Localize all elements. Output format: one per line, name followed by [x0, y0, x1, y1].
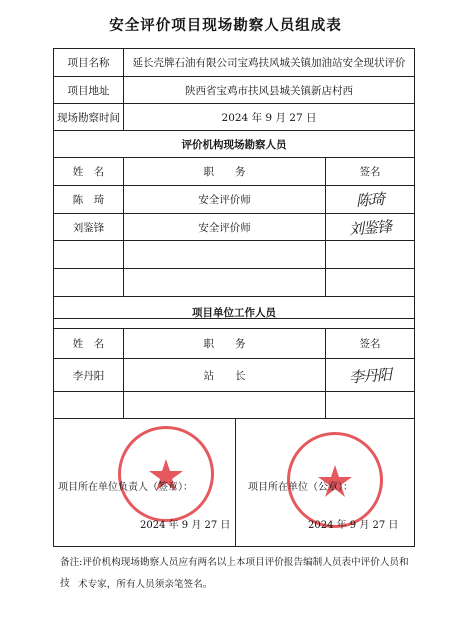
agency-col-name: 姓 名 [72, 166, 105, 178]
note-line-1: 备注:评价机构现场勘察人员应有两名以上本项目评价报告编制人员表中评价人员和技 [60, 557, 409, 589]
project-address-label: 项目地址 [67, 84, 110, 97]
project-name-label: 项目名称 [67, 57, 110, 69]
responsible-person-date: 2024 年 9 月 27 日 [140, 520, 231, 531]
agency-person-name: 陈 琦 [72, 194, 105, 206]
unit-header-row [54, 329, 414, 359]
agency-row [54, 214, 414, 241]
unit-empty-row [54, 392, 414, 419]
unit-col-name: 姓 名 [72, 338, 105, 350]
page-title: 安全评价项目现场勘察人员组成表 [109, 18, 342, 34]
unit-seal-label: 项目所在单位（公章）： [248, 482, 353, 493]
project-name-value: 延长壳牌石油有限公司宝鸡扶风城关镇加油站安全现状评价 [123, 49, 414, 76]
agency-row [54, 186, 414, 214]
unit-col-sign: 签名 [325, 329, 414, 358]
project-address-row [54, 77, 414, 104]
survey-date-value: 2024 年 9 月 27 日 [123, 104, 414, 130]
project-name-row [54, 49, 414, 77]
agency-header-row [54, 158, 414, 186]
agency-person-name: 刘鉴锋 [72, 221, 105, 234]
unit-person-position: 站 长 [123, 359, 325, 391]
signature-text: 李丹阳 [348, 365, 392, 386]
note-line-2: 术专家，所有人员须亲笔签名。 [78, 579, 213, 590]
unit-section-title: 项目单位工作人员 [192, 306, 276, 319]
agency-person-signature [325, 186, 414, 213]
unit-col-position: 职 务 [123, 329, 325, 358]
agency-person-signature [325, 214, 414, 240]
agency-col-position: 职 务 [123, 158, 325, 185]
unit-seal-date: 2024 年 9 月 27 日 [308, 520, 399, 531]
unit-person-signature [325, 359, 414, 391]
agency-empty-row [54, 241, 414, 269]
seal-left [118, 426, 214, 522]
responsible-person-label: 项目所在单位负责人（签章）： [58, 482, 193, 493]
agency-empty-row [54, 269, 414, 297]
survey-date-label: 现场勘察时间 [57, 111, 120, 124]
project-address-value: 陕西省宝鸡市扶风县城关镇新店村西 [123, 77, 414, 103]
signature-text: 陈琦 [355, 190, 385, 210]
agency-section-title: 评价机构现场勘察人员 [181, 138, 287, 151]
responsible-divider [235, 419, 236, 546]
survey-date-row [54, 104, 414, 131]
unit-row [54, 359, 414, 392]
unit-person-name: 李丹阳 [72, 369, 105, 382]
agency-person-position: 安全评价师 [123, 186, 325, 213]
signature-text: 刘鉴锋 [348, 217, 392, 238]
agency-col-sign: 签名 [325, 158, 414, 185]
agency-person-position: 安全评价师 [123, 214, 325, 240]
agency-section-row [54, 131, 414, 158]
